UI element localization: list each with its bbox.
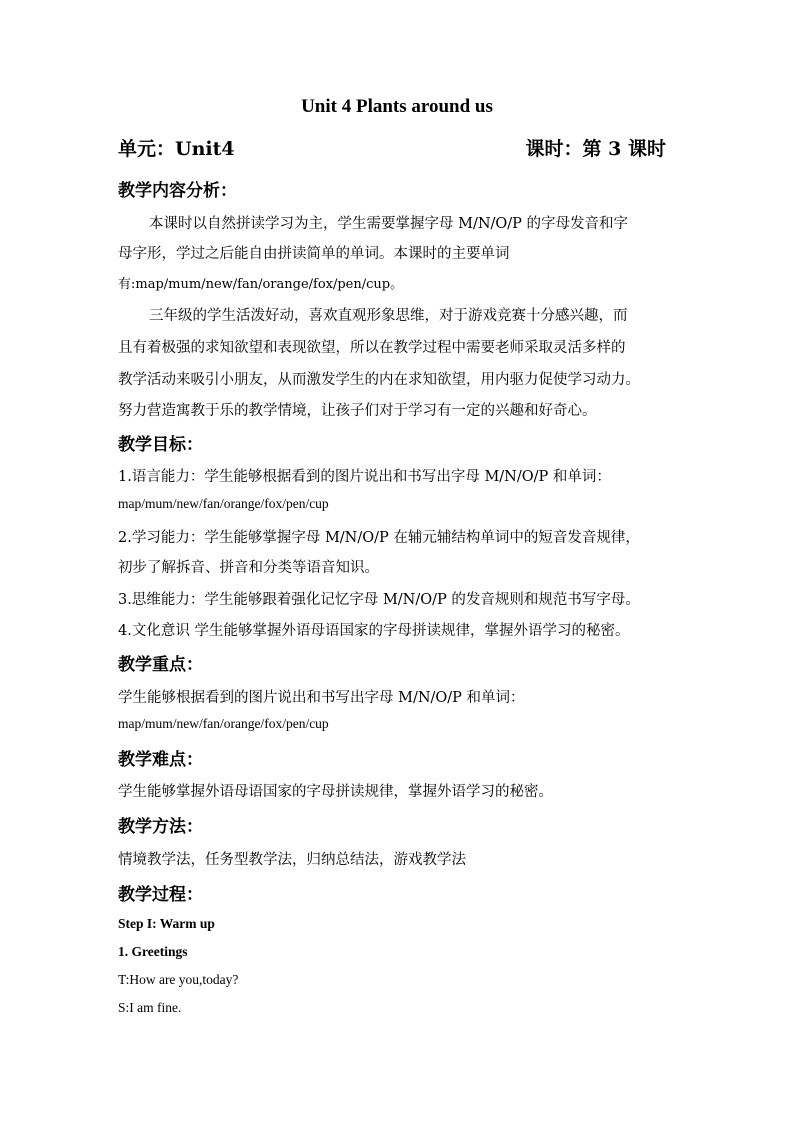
paragraph-line: 努力营造寓教于乐的教学情境，让孩子们对于学习有一定的兴趣和好奇心。 xyxy=(118,403,597,419)
objective-line: 2.学习能力：学生能够掌握字母 M/N/O/P 在辅元辅结构单词中的短音发音规律， xyxy=(118,530,640,546)
document-title: Unit 4 Plants around us xyxy=(301,96,493,117)
lesson-meta xyxy=(118,134,666,161)
paragraph-line: 且有着极强的求知欲望和表现欲望，所以在教学过程中需要老师采取灵活多样的 xyxy=(118,340,626,356)
step-heading: Step I: Warm up xyxy=(118,916,215,931)
paragraph-line: 本课时以自然拼读学习为主，学生需要掌握字母 M/N/O/P 的字母发音和字 xyxy=(149,216,629,232)
section-heading-content-analysis: 教学内容分析： xyxy=(118,181,237,201)
section-heading-methods: 教学方法： xyxy=(118,817,203,837)
paragraph-line: 三年级的学生活泼好动，喜欢直观形象思维，对于游戏竞赛十分感兴趣，而 xyxy=(149,308,628,324)
section-heading-difficulties: 教学难点： xyxy=(118,750,203,770)
unit-label: 单元：Unit4 xyxy=(118,138,235,160)
key-point-line: 学生能够根据看到的图片说出和书写出字母 M/N/O/P 和单词： xyxy=(118,690,525,706)
section-heading-key-points: 教学重点： xyxy=(118,655,203,675)
step-subheading: 1. Greetings xyxy=(118,944,188,959)
objective-line: 初步了解拆音、拼音和分类等语音知识。 xyxy=(118,560,379,576)
objective-line: 1.语言能力：学生能够根据看到的图片说出和书写出字母 M/N/O/P 和单词： xyxy=(118,469,611,485)
section-heading-objectives: 教学目标： xyxy=(118,435,203,455)
objective-line: map/mum/new/fan/orange/fox/pen/cup xyxy=(118,496,329,511)
section-heading-process: 教学过程： xyxy=(118,885,203,905)
paragraph-line: 教学活动来吸引小朋友，从而激发学生的内在求知欲望，用内驱力促使学习动力。 xyxy=(118,372,640,388)
difficulty-line: 学生能够掌握外语母语国家的字母拼读规律，掌握外语学习的秘密。 xyxy=(118,784,553,800)
dialogue-line: S:I am fine. xyxy=(118,1000,182,1015)
method-line: 情境教学法，任务型教学法，归纳总结法，游戏教学法 xyxy=(118,852,466,868)
paragraph-line: 有:map/mum/new/fan/orange/fox/pen/cup。 xyxy=(118,277,404,292)
lesson-label: 课时：第 3 课时 xyxy=(525,138,666,160)
dialogue-line: T:How are you,today? xyxy=(118,972,239,987)
objective-line: 4.文化意识 学生能够掌握外语母语国家的字母拼读规律，掌握外语学习的秘密。 xyxy=(118,623,630,639)
key-point-line: map/mum/new/fan/orange/fox/pen/cup xyxy=(118,716,329,731)
objective-line: 3.思维能力：学生能够跟着强化记忆字母 M/N/O/P 的发音规则和规范书写字母。 xyxy=(118,592,640,608)
paragraph-line: 母字形，学过之后能自由拼读简单的单词。本课时的主要单词 xyxy=(118,246,510,262)
